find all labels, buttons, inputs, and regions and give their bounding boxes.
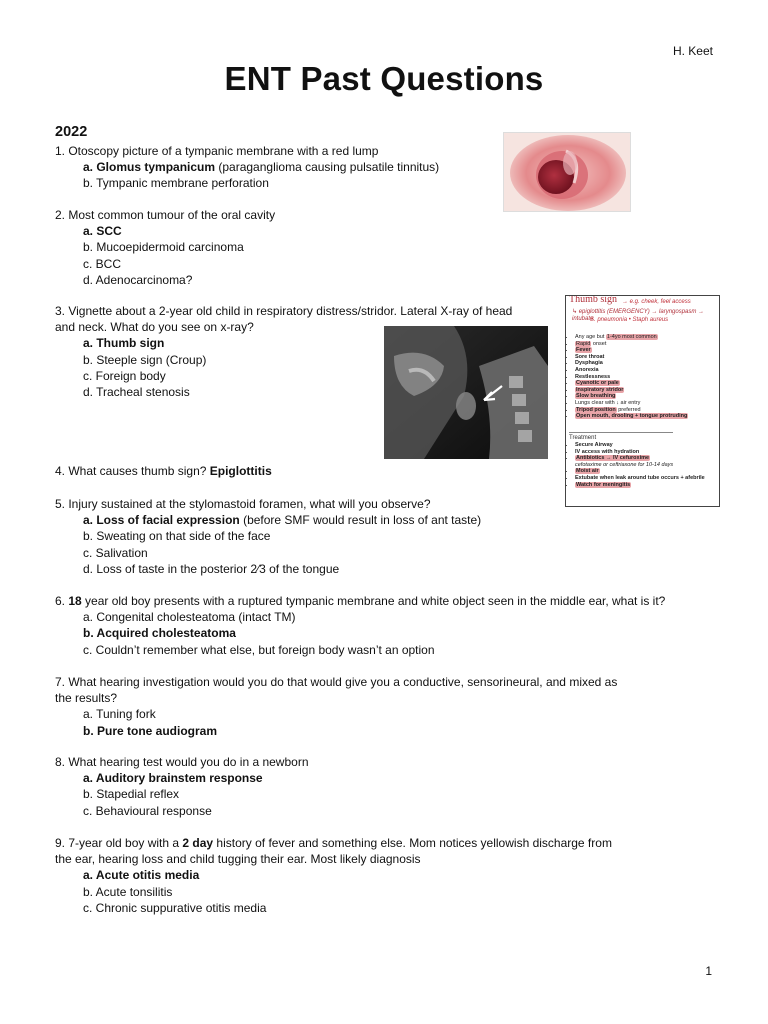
question-stem: the ear, hearing loss and child tugging their ear. Most likely diagnosis: [55, 852, 421, 867]
handwritten-note: S. pneumonia • Staph aureus: [590, 317, 669, 323]
question-stem: 8. What hearing test would you do in a newborn: [55, 755, 309, 769]
answer-option: d. Tracheal stenosis: [83, 385, 190, 400]
symptom-item: • Anorexia: [575, 367, 715, 374]
answer-option: a. Thumb sign: [83, 336, 165, 351]
question-4: [55, 463, 272, 479]
answer-option: a. SCC: [83, 224, 122, 239]
question-stem: 5. Injury sustained at the stylomastoid foramen, what will you observe?: [55, 497, 431, 511]
question-stem: 3. Vignette about a 2-year old child in respiratory distress/stridor. Lateral X-ray of head: [55, 304, 513, 318]
page-number: 1: [705, 964, 712, 978]
question-9: [55, 835, 612, 916]
thumb-sign-notes-image: [565, 295, 720, 507]
answer-option: b. Steeple sign (Croup): [83, 352, 207, 367]
treatment-heading: Treatment: [569, 435, 597, 441]
symptom-item: • Lungs clear with ↓ air entry: [575, 400, 715, 407]
symptom-item: • Sore throat: [575, 354, 715, 361]
treatment-list: [569, 442, 715, 488]
answer-option: c. Behavioural response: [83, 803, 212, 818]
question-8: [55, 754, 309, 819]
question-stem: the results?: [55, 691, 118, 706]
answer-option: a. Acute otitis media: [83, 868, 200, 883]
question-1: [55, 143, 439, 192]
otoscopy-image: [503, 132, 631, 212]
symptom-item: • Tripod position preferred: [575, 407, 715, 414]
treatment-item: • IV access with hydration: [575, 449, 715, 456]
answer-option: a. Loss of facial expression (before SMF would result in loss of ant taste): [83, 513, 482, 528]
answer-option: c. Chronic suppurative otitis media: [83, 900, 267, 915]
symptom-item: • Cyanotic or pale: [575, 380, 715, 387]
notes-title: Thumb sign: [569, 295, 618, 305]
author-name: H. Keet: [672, 44, 713, 58]
handwritten-note: ↳ epiglottitis (EMERGENCY) → laryngospasm → intubate: [572, 309, 705, 322]
treatment-item: • Secure Airway: [575, 442, 715, 449]
answer-option: c. Couldn’t remember what else, but foreign body wasn’t an option: [83, 642, 435, 657]
treatment-item: • Watch for meningitis: [575, 482, 715, 489]
answer-option: c. BCC: [83, 256, 122, 271]
answer-option: c. Salivation: [83, 545, 148, 560]
answer-option: a. Congenital cholesteatoma (intact TM): [83, 610, 296, 625]
question-stem: and neck. What do you see on x-ray?: [55, 320, 254, 335]
symptom-item: • Fever: [575, 347, 715, 354]
question-6: [55, 593, 665, 658]
question-stem: 9. 7-year old boy with a 2 day history of fever and something else. Mom notices yellowish discharge from: [55, 836, 612, 850]
question-2: [55, 207, 275, 288]
handwritten-note: → e.g. cheek, feel access: [622, 299, 691, 305]
question-stem: 7. What hearing investigation would you do that would give you a conductive, sensorineural, and mixed as: [55, 675, 618, 689]
symptom-list: [569, 334, 715, 420]
treatment-item: cefotaxime or ceftriaxone for 10-14 days: [575, 461, 674, 468]
answer-option: b. Stapedial reflex: [83, 787, 180, 802]
answer-option: a. Glomus tympanicum (paraganglioma causing pulsatile tinnitus): [83, 160, 440, 175]
symptom-item: • Dysphagia: [575, 360, 715, 367]
divider: [569, 432, 673, 433]
answer-option: b. Acute tonsilitis: [83, 884, 173, 899]
symptom-item: • Rapid onset: [575, 341, 715, 348]
lateral-neck-xray: [384, 326, 548, 459]
answer-option: a. Auditory brainstem response: [83, 771, 263, 786]
answer-option: a. Tuning fork: [83, 707, 156, 722]
treatment-item: • Moist air: [575, 468, 715, 475]
question-stem: 6. 18 year old boy presents with a ruptured tympanic membrane and white object seen in the middle ear, what is it?: [55, 594, 666, 608]
answer-option: b. Tympanic membrane perforation: [83, 176, 269, 191]
symptom-item: • Open mouth, drooling + tongue protruding: [575, 413, 715, 420]
answer-option: b. Mucoepidermoid carcinoma: [83, 240, 244, 255]
answer-option: d. Loss of taste in the posterior 2⁄3 of the tongue: [83, 561, 340, 576]
answer-option: b. Pure tone audiogram: [83, 723, 218, 738]
question-stem: 1. Otoscopy picture of a tympanic membrane with a red lump: [55, 144, 379, 158]
treatment-item: • Extubate when leak around tube occurs + afebrile: [575, 475, 715, 482]
answer-option: b. Sweating on that side of the face: [83, 529, 271, 544]
answer-option: d. Adenocarcinoma?: [83, 272, 193, 287]
symptom-item: • Any age but 1-4yo most common: [575, 334, 715, 341]
section-year: 2022: [55, 124, 88, 140]
symptom-item: • Inspiratory stridor: [575, 387, 715, 394]
answer-option: b. Acquired cholesteatoma: [83, 626, 236, 641]
answer-option: c. Foreign body: [83, 368, 166, 383]
page-title: ENT Past Questions: [224, 60, 544, 97]
treatment-item: • Antibiotics → IV cefuroxime: [575, 455, 715, 462]
question-stem: 4. What causes thumb sign? Epiglottitis: [55, 464, 272, 478]
question-5: [55, 496, 481, 577]
question-stem: 2. Most common tumour of the oral cavity: [55, 208, 276, 222]
symptom-item: • Restlessness: [575, 374, 715, 381]
question-7: [55, 674, 617, 739]
symptom-item: • Slow breathing: [575, 393, 715, 400]
